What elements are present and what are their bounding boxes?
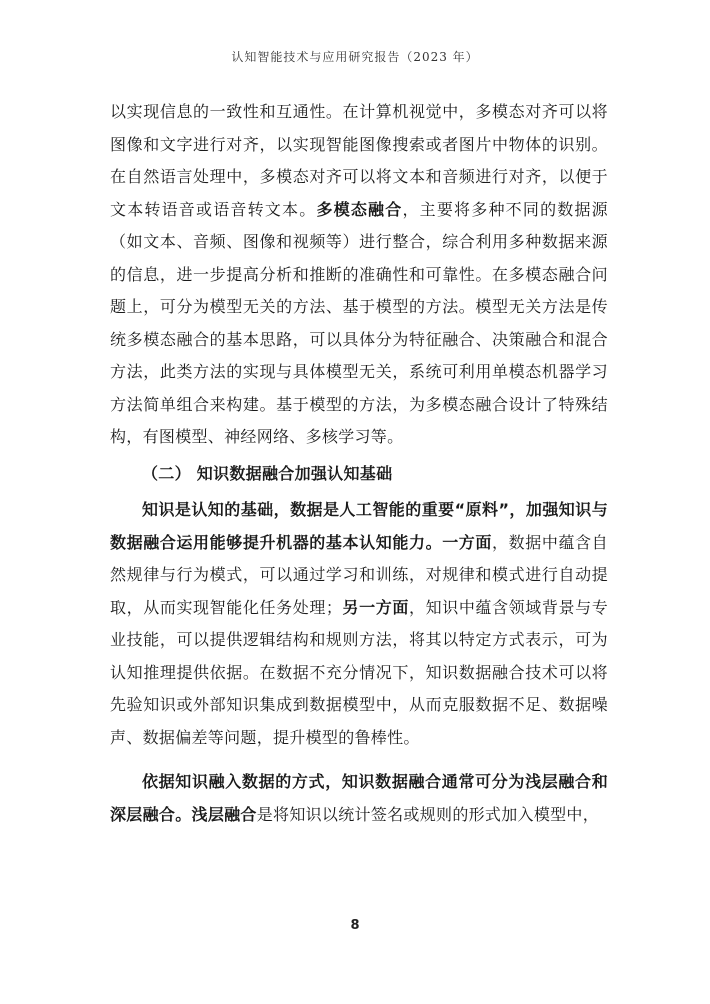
paragraph-3-text: 是将知识以统计签名或规则的形式加入模型中， xyxy=(256,804,600,824)
paragraph-2-lead: 知识是认知的基础，数据是人工智能的重要“原料”，加强知识与数据融合运用能够提升机器的基本认知能力。 xyxy=(110,500,608,552)
paragraph-3-lead: 依据知识融入数据的方式，知识数据融合通常可分为浅层融合和深层融合。 xyxy=(110,772,608,824)
paragraph-2-text-one: ，数据中蕴含自然规律与行为模式，可以通过学习和训练，对规律和模式进行自动提取，从而实现智能化任务处理； xyxy=(110,532,608,617)
body-text xyxy=(110,96,608,831)
paragraph-fusion-types xyxy=(110,766,608,831)
paragraph-1-text-a: 以实现信息的一致性和互通性。在计算机视觉中，多模态对齐可以将图像和文字进行对齐，以实现智能图像搜索或者图片中物体的识别。在自然语言处理中，多模态对齐可以将文本和音频进行对齐，以便于文本转语音或语音转文本。 xyxy=(110,102,608,219)
term-on-one-hand: 一方面 xyxy=(442,532,493,552)
term-multimodal-fusion: 多模态融合 xyxy=(316,199,403,219)
paragraph-multimodal xyxy=(110,96,608,454)
paragraph-knowledge-data xyxy=(110,494,608,754)
running-header: 认知智能技术与应用研究报告（2023 年） xyxy=(231,50,479,64)
section-heading: （二） 知识数据融合加强认知基础 xyxy=(142,463,393,483)
term-on-other-hand: 另一方面 xyxy=(342,597,409,617)
term-shallow-fusion: 浅层融合 xyxy=(191,804,257,824)
paragraph-2-text-two: ，知识中蕴含领域背景与专业技能，可以提供逻辑结构和规则方法，将其以特定方式表示，可为认知推理提供依据。在数据不充分情况下，知识数据融合技术可以将先验知识或外部知识集成到数据模型中，从而克服数据不足、数据噪声、数据偏差等问题，提升模型的鲁棒性。 xyxy=(110,597,608,747)
page-number: 8 xyxy=(350,918,360,933)
paragraph-1-text-b: ，主要将多种不同的数据源（如文本、音频、图像和视频等）进行整合，综合利用多种数据来源的信息，进一步提高分析和推断的准确性和可靠性。在多模态融合问题上，可分为模型无关的方法、基于模型的方法。模型无关方法是传统多模态融合的基本思路，可以具体分为特征融合、决策融合和混合方法，此类方法的实现与具体模型无关，系统可利用单模态机器学习方法简单组合来构建。基于模型的方法，为多模态融合设计了特殊结构，有图模型、神经网络、多核学习等。 xyxy=(110,199,608,446)
